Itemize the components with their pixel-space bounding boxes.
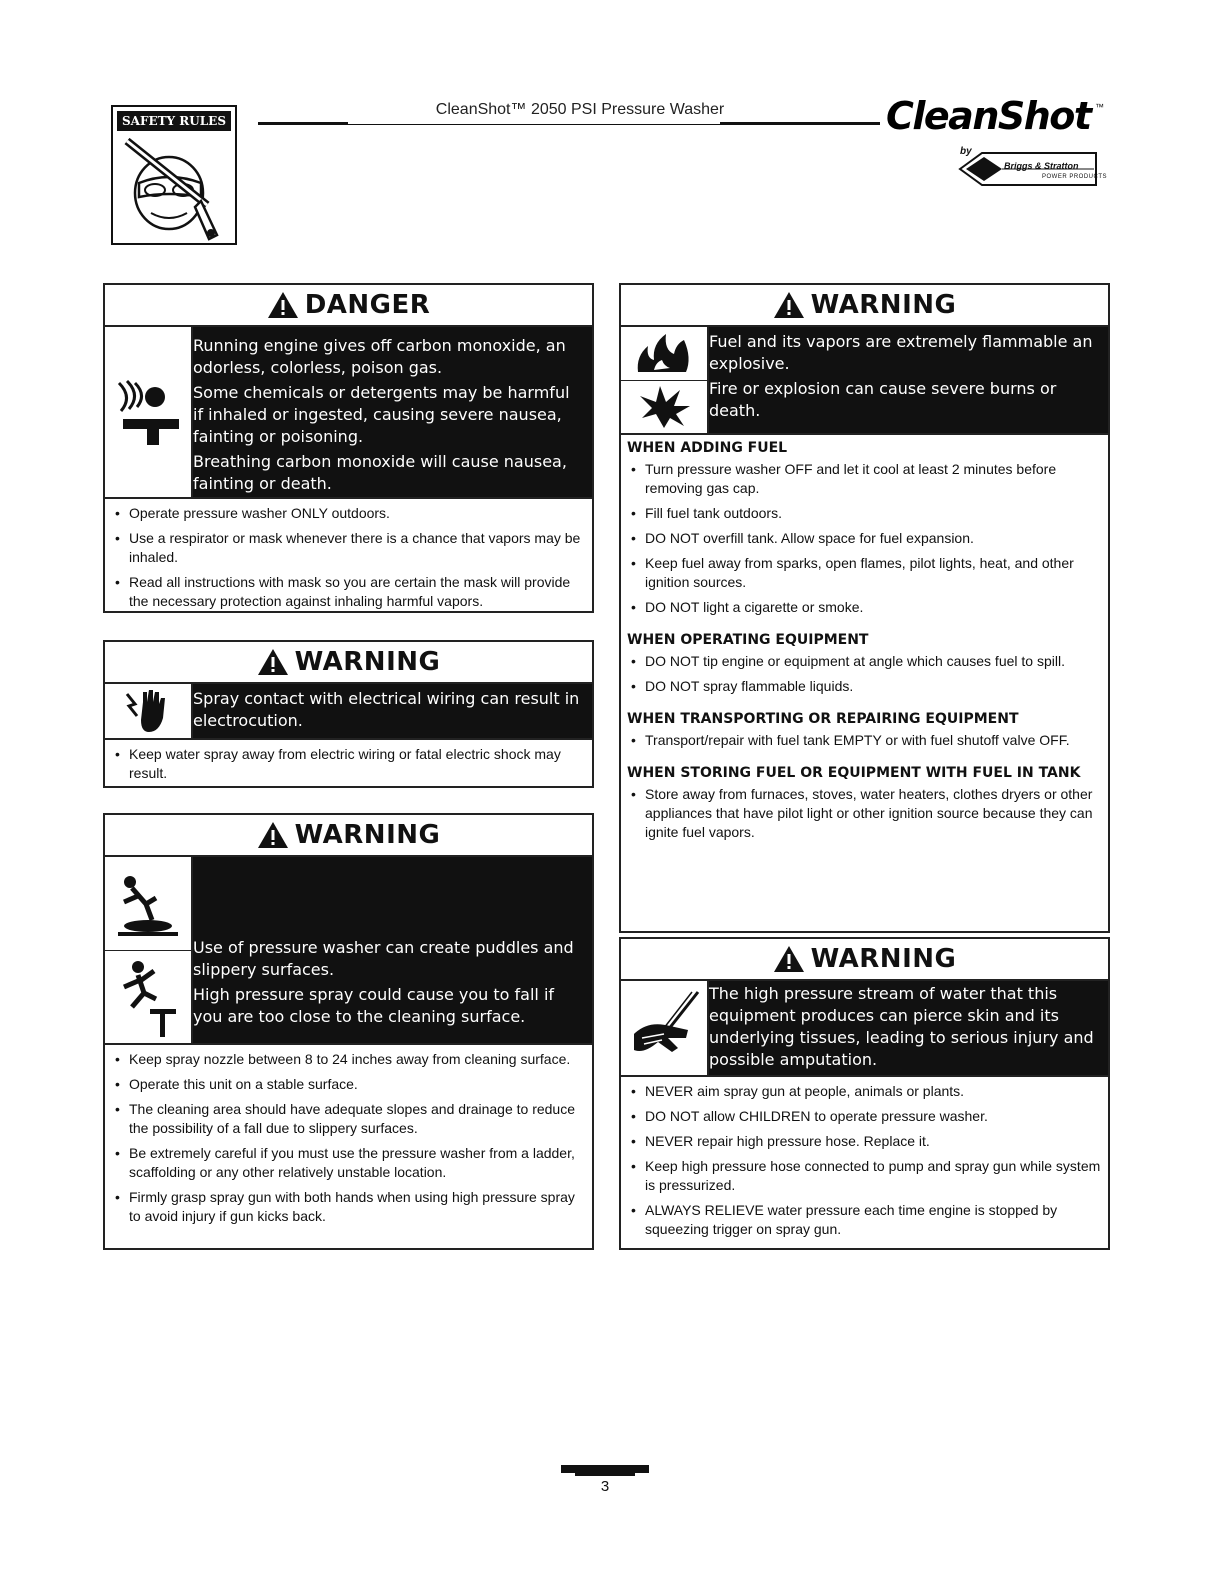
warning-spray-header	[621, 939, 1108, 981]
warning-fuel-message-row	[621, 327, 1108, 433]
danger-message-1: Running engine gives off carbon monoxide, an odorless, colorless, poison gas.	[193, 336, 566, 377]
warning-slip-message-row	[105, 857, 592, 1043]
warning-spray-message	[709, 981, 1108, 1075]
fire-icon	[634, 332, 694, 374]
warning-spray-message-1: The high pressure stream of water that this equipment produces can pierce skin and its underlying tissues, leading to serious injury and possible amputation.	[709, 984, 1094, 1069]
warning-slip-message	[193, 857, 592, 1043]
list-item: • Turn pressure washer OFF and let it cool at least 2 minutes before removing gas cap.	[629, 460, 1102, 498]
warning-spray-icon-cell	[621, 981, 709, 1075]
explosion-icon	[634, 384, 694, 430]
safety-rules-badge	[111, 105, 237, 245]
danger-bullets	[105, 497, 592, 621]
toxic-fumes-person-icon	[113, 377, 183, 447]
fall-icon-wrap	[105, 950, 191, 1044]
operating-bullets	[621, 651, 1108, 706]
danger-message-row	[105, 327, 592, 497]
warning-slip-message-2: High pressure spray could cause you to fall if you are too close to the cleaning surface.	[193, 985, 555, 1026]
list-item: • Operate pressure washer ONLY outdoors.	[113, 504, 586, 523]
alert-triangle-icon	[773, 945, 805, 973]
warning-spray-message-row	[621, 981, 1108, 1075]
warning-spray-box	[619, 937, 1110, 1250]
warning-slip-header	[105, 815, 592, 857]
list-item: • Keep water spray away from electric wiring or fatal electric shock may result.	[113, 745, 586, 783]
list-item: • Use a respirator or mask whenever there is a chance that vapors may be inhaled.	[113, 529, 586, 567]
danger-message	[193, 327, 592, 497]
brand-by: by	[960, 146, 972, 157]
list-item: • Read all instructions with mask so you are certain the mask will provide the necessary protection against inhaling harmful vapors.	[113, 573, 586, 611]
alert-triangle-icon	[267, 291, 299, 319]
list-item: • DO NOT overfill tank. Allow space for fuel expansion.	[629, 529, 1102, 548]
list-item: • Keep high pressure hose connected to pump and spray gun while system is pressurized.	[629, 1157, 1102, 1195]
danger-box	[103, 283, 594, 613]
badge-label: SAFETY RULES	[117, 111, 231, 131]
list-item: • NEVER aim spray gun at people, animals or plants.	[629, 1082, 1102, 1101]
slipping-person-icon	[116, 868, 180, 938]
list-item: • Operate this unit on a stable surface.	[113, 1075, 586, 1094]
warning-slip-message-1: Use of pressure washer can create puddles and slippery surfaces.	[193, 938, 574, 979]
alert-triangle-icon	[257, 648, 289, 676]
explosion-icon-wrap	[621, 380, 707, 434]
slip-icon-wrap	[105, 857, 191, 950]
falling-person-icon	[116, 957, 180, 1037]
list-item: • Transport/repair with fuel tank EMPTY or with fuel shutoff valve OFF.	[629, 731, 1102, 750]
storing-bullets	[621, 784, 1108, 852]
section-heading-transporting: WHEN TRANSPORTING OR REPAIRING EQUIPMENT	[627, 711, 1019, 727]
section-heading-adding-fuel: WHEN ADDING FUEL	[627, 440, 788, 456]
list-item: • DO NOT tip engine or equipment at angle which causes fuel to spill.	[629, 652, 1102, 671]
transporting-bullets	[621, 730, 1108, 760]
warning-fuel-message-2: Fire or explosion can cause severe burns or death.	[709, 379, 1057, 420]
document-title: CleanShot™ 2050 PSI Pressure Washer	[435, 101, 725, 118]
alert-triangle-icon	[257, 821, 289, 849]
warning-fuel-box	[619, 283, 1110, 933]
list-item: • DO NOT light a cigarette or smoke.	[629, 598, 1102, 617]
signal-word-warning: WARNING	[294, 820, 441, 850]
electric-shock-hand-icon	[123, 688, 173, 734]
brand-logo: CleanShot	[886, 94, 1091, 138]
warning-fuel-sections	[621, 433, 1108, 852]
signal-word-warning: WARNING	[810, 290, 957, 320]
warning-electric-message-1: Spray contact with electrical wiring can result in electrocution.	[193, 689, 580, 730]
danger-icon-cell	[105, 327, 193, 497]
list-item: • Keep fuel away from sparks, open flames, pilot lights, heat, and other ignition sources.	[629, 554, 1102, 592]
signal-word-warning: WARNING	[810, 944, 957, 974]
list-item: • Store away from furnaces, stoves, water heaters, clothes dryers or other appliances that have pilot light or other ignition source because they can ignite fuel vapors.	[629, 785, 1102, 842]
warning-electric-box	[103, 640, 594, 788]
goggles-sprayer-icon	[121, 135, 229, 241]
warning-fuel-header	[621, 285, 1108, 327]
warning-fuel-icon-cell	[621, 327, 709, 433]
list-item: • ALWAYS RELIEVE water pressure each time engine is stopped by squeezing trigger on spray gun.	[629, 1201, 1102, 1239]
warning-spray-bullets	[621, 1075, 1108, 1249]
warning-slip-icon-cell	[105, 857, 193, 1043]
brand-trademark: ™	[1095, 102, 1104, 112]
injection-injury-hand-icon	[628, 990, 700, 1066]
warning-electric-icon-cell	[105, 684, 193, 738]
list-item: • Keep spray nozzle between 8 to 24 inches away from cleaning surface.	[113, 1050, 586, 1069]
warning-fuel-message	[709, 327, 1108, 433]
warning-slip-bullets	[105, 1043, 592, 1236]
list-item: • The cleaning area should have adequate slopes and drainage to reduce the possibility of a fall due to slippery surfaces.	[113, 1100, 586, 1138]
warning-slip-box	[103, 813, 594, 1250]
warning-electric-message	[193, 684, 592, 738]
brand-maker-sub: POWER PRODUCTS	[1042, 174, 1108, 180]
danger-message-2: Some chemicals or detergents may be harmful if inhaled or ingested, causing severe nausea, fainting or poisoning.	[193, 383, 570, 446]
section-heading-storing: WHEN STORING FUEL OR EQUIPMENT WITH FUEL IN TANK	[627, 765, 1081, 781]
list-item: • DO NOT spray flammable liquids.	[629, 677, 1102, 696]
danger-header	[105, 285, 592, 327]
footer-bar-lower	[575, 1472, 635, 1476]
list-item: • Be extremely careful if you must use the pressure washer from a ladder, scaffolding or any other relatively unstable location.	[113, 1144, 586, 1182]
page-number: 3	[600, 1478, 610, 1495]
list-item: • Fill fuel tank outdoors.	[629, 504, 1102, 523]
fire-icon-wrap	[621, 327, 707, 380]
adding-fuel-bullets	[621, 459, 1108, 627]
list-item: • DO NOT allow CHILDREN to operate pressure washer.	[629, 1107, 1102, 1126]
signal-word-danger: DANGER	[304, 290, 431, 320]
signal-word-warning: WARNING	[294, 647, 441, 677]
warning-electric-header	[105, 642, 592, 684]
brand-maker: Briggs & Stratton	[1004, 161, 1079, 171]
danger-message-3: Breathing carbon monoxide will cause nausea, fainting or death.	[193, 452, 567, 493]
section-heading-operating: WHEN OPERATING EQUIPMENT	[627, 632, 869, 648]
header-rule-mid	[258, 124, 880, 125]
warning-electric-bullets	[105, 738, 592, 793]
warning-electric-message-row	[105, 684, 592, 738]
list-item: • NEVER repair high pressure hose. Replace it.	[629, 1132, 1102, 1151]
warning-fuel-message-1: Fuel and its vapors are extremely flammable an explosive.	[709, 332, 1093, 373]
list-item: • Firmly grasp spray gun with both hands when using high pressure spray to avoid injury if gun kicks back.	[113, 1188, 586, 1226]
alert-triangle-icon	[773, 291, 805, 319]
